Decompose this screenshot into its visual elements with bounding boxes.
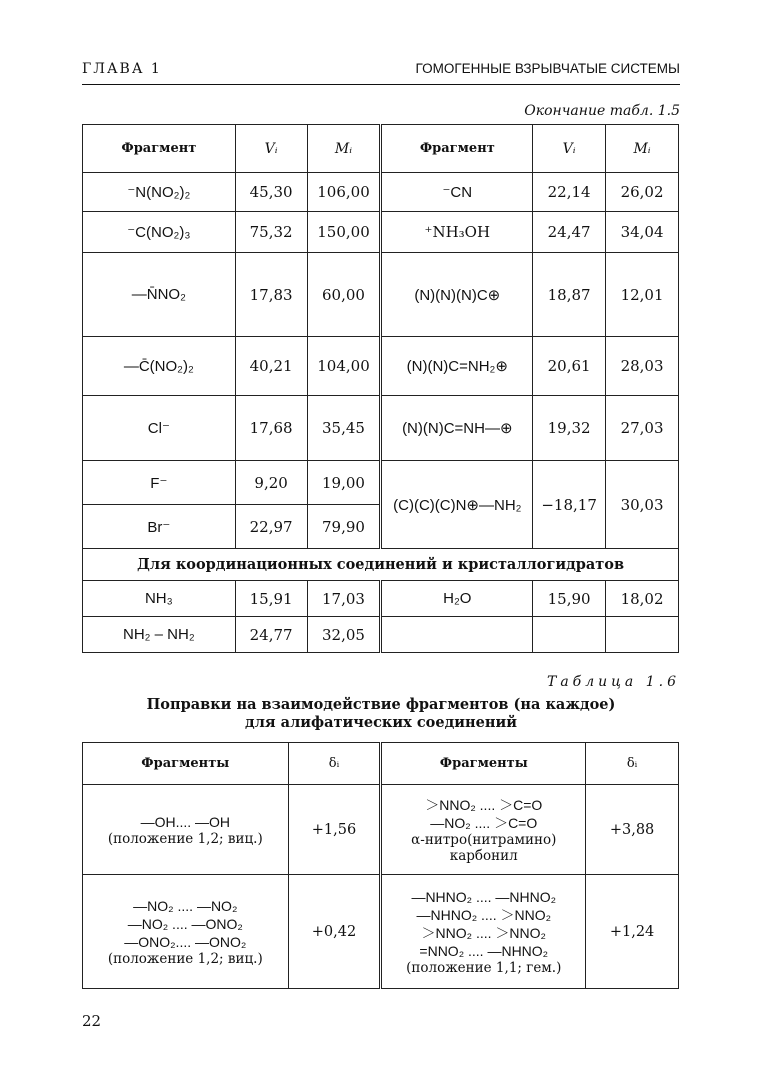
formula: ＞NNO₂ .... ＞NNO₂ (421, 924, 546, 941)
page-number: 22 (82, 1012, 102, 1030)
m-value: 79,90 (307, 505, 381, 549)
col-header-fragments: Фрагменты (83, 743, 289, 785)
v-value: 18,87 (533, 253, 606, 337)
table-1-5 (82, 124, 679, 653)
m-value: 27,03 (606, 396, 679, 461)
table-title (82, 696, 680, 732)
v-value: 24,47 (533, 212, 606, 253)
fragment-cell: (N)(N)C=NH—⊕ (381, 396, 533, 461)
table-title-line: для алифатических соединений (245, 714, 517, 731)
table-title-line: Поправки на взаимодействие фрагментов (на каждое) (146, 696, 616, 713)
formula: —OH.... —OH (140, 813, 231, 830)
m-value: 32,05 (307, 617, 381, 653)
m-value: 12,01 (606, 253, 679, 337)
formula: ＞NNO₂ .... ＞C=O (425, 796, 543, 813)
fragment-cell: —N̄NO₂ (83, 253, 236, 337)
v-value: 19,32 (533, 396, 606, 461)
fragment-cell: H₂O (381, 581, 533, 617)
empty-cell (381, 617, 533, 653)
fragments-cell (381, 785, 586, 875)
section-header: ГОМОГЕННЫЕ ВЗРЫВЧАТЫЕ СИСТЕМЫ (415, 61, 680, 76)
table-1-6 (82, 742, 679, 989)
section-row (83, 549, 679, 581)
delta-value: +1,56 (288, 785, 381, 875)
v-value: 40,21 (235, 337, 307, 396)
fragment-cell: ⁻C(NO₂)₃ (83, 212, 236, 253)
header-rule (82, 84, 680, 85)
fragment-cell: NH₂ – NH₂ (83, 617, 236, 653)
empty-cell (606, 617, 679, 653)
table-row (83, 337, 679, 396)
m-value: 106,00 (307, 173, 381, 212)
table-row (83, 396, 679, 461)
table-row (83, 253, 679, 337)
fragment-cell: (N)(N)(N)C⊕ (381, 253, 533, 337)
col-header-v: Vᵢ (235, 125, 307, 173)
v-value: 17,83 (235, 253, 307, 337)
fragment-cell: Br⁻ (83, 505, 236, 549)
table-row (83, 461, 679, 505)
col-header-fragment: Фрагмент (381, 125, 533, 173)
fragment-cell: (N)(N)C=NH₂⊕ (381, 337, 533, 396)
v-value: 22,14 (533, 173, 606, 212)
fragment-cell: NH₃ (83, 581, 236, 617)
v-value: 22,97 (235, 505, 307, 549)
formula: —NO₂ .... —NO₂ (133, 897, 238, 914)
formula: —ONO₂.... —ONO₂ (124, 933, 247, 950)
table-row (83, 875, 679, 989)
formula: =NNO₂ .... —NHNO₂ (419, 942, 549, 959)
m-value: 26,02 (606, 173, 679, 212)
m-value: 28,03 (606, 337, 679, 396)
fragment-cell: ⁻CN (381, 173, 533, 212)
v-value: 20,61 (533, 337, 606, 396)
delta-value: +1,24 (586, 875, 679, 989)
m-value: 150,00 (307, 212, 381, 253)
m-value: 35,45 (307, 396, 381, 461)
col-header-fragments: Фрагменты (381, 743, 586, 785)
table-row (83, 617, 679, 653)
formula: —NO₂ .... —ONO₂ (127, 915, 243, 932)
note: α-нитро(нитрамино) (411, 831, 557, 848)
note: карбонил (449, 847, 518, 864)
note: (положение 1,1; гем.) (406, 959, 562, 976)
m-value: 17,03 (307, 581, 381, 617)
fragment-cell: Cl⁻ (83, 396, 236, 461)
fragment-cell: ⁻N(NO₂)₂ (83, 173, 236, 212)
table-header-row (83, 125, 679, 173)
v-value: 45,30 (235, 173, 307, 212)
v-value: 15,90 (533, 581, 606, 617)
empty-cell (533, 617, 606, 653)
fragment-cell: ⁺NH₃OH (381, 212, 533, 253)
table-row (83, 581, 679, 617)
table-row (83, 785, 679, 875)
formula: —NHNO₂ .... ＞NNO₂ (416, 906, 552, 923)
fragment-cell: (C)(C)(C)N⊕—NH₂ (381, 461, 533, 549)
fragments-cell (83, 785, 289, 875)
col-header-m: Mᵢ (606, 125, 679, 173)
chapter-header: ГЛАВА 1 (82, 61, 162, 77)
table-row (83, 212, 679, 253)
fragments-cell (83, 875, 289, 989)
col-header-delta: δᵢ (288, 743, 381, 785)
v-value: −18,17 (533, 461, 606, 549)
v-value: 15,91 (235, 581, 307, 617)
note: (положение 1,2; виц.) (107, 830, 263, 847)
fragment-cell: F⁻ (83, 461, 236, 505)
table-continuation-label: Окончание табл. 1.5 (524, 103, 680, 119)
formula: —NO₂ .... ＞C=O (430, 814, 538, 831)
formula: —NHNO₂ .... —NHNO₂ (411, 888, 557, 905)
m-value: 34,04 (606, 212, 679, 253)
v-value: 9,20 (235, 461, 307, 505)
col-header-fragment: Фрагмент (83, 125, 236, 173)
col-header-delta: δᵢ (586, 743, 679, 785)
v-value: 17,68 (235, 396, 307, 461)
col-header-m: Mᵢ (307, 125, 381, 173)
v-value: 24,77 (235, 617, 307, 653)
table-caption: Таблица 1.6 (547, 674, 680, 690)
m-value: 30,03 (606, 461, 679, 549)
v-value: 75,32 (235, 212, 307, 253)
m-value: 60,00 (307, 253, 381, 337)
table-header-row (83, 743, 679, 785)
delta-value: +3,88 (586, 785, 679, 875)
table-row (83, 173, 679, 212)
fragments-cell (381, 875, 586, 989)
delta-value: +0,42 (288, 875, 381, 989)
m-value: 18,02 (606, 581, 679, 617)
fragment-cell: —C̄(NO₂)₂ (83, 337, 236, 396)
section-title: Для координационных соединений и кристаллогидратов (83, 549, 679, 581)
note: (положение 1,2; виц.) (107, 950, 263, 967)
m-value: 104,00 (307, 337, 381, 396)
col-header-v: Vᵢ (533, 125, 606, 173)
m-value: 19,00 (307, 461, 381, 505)
